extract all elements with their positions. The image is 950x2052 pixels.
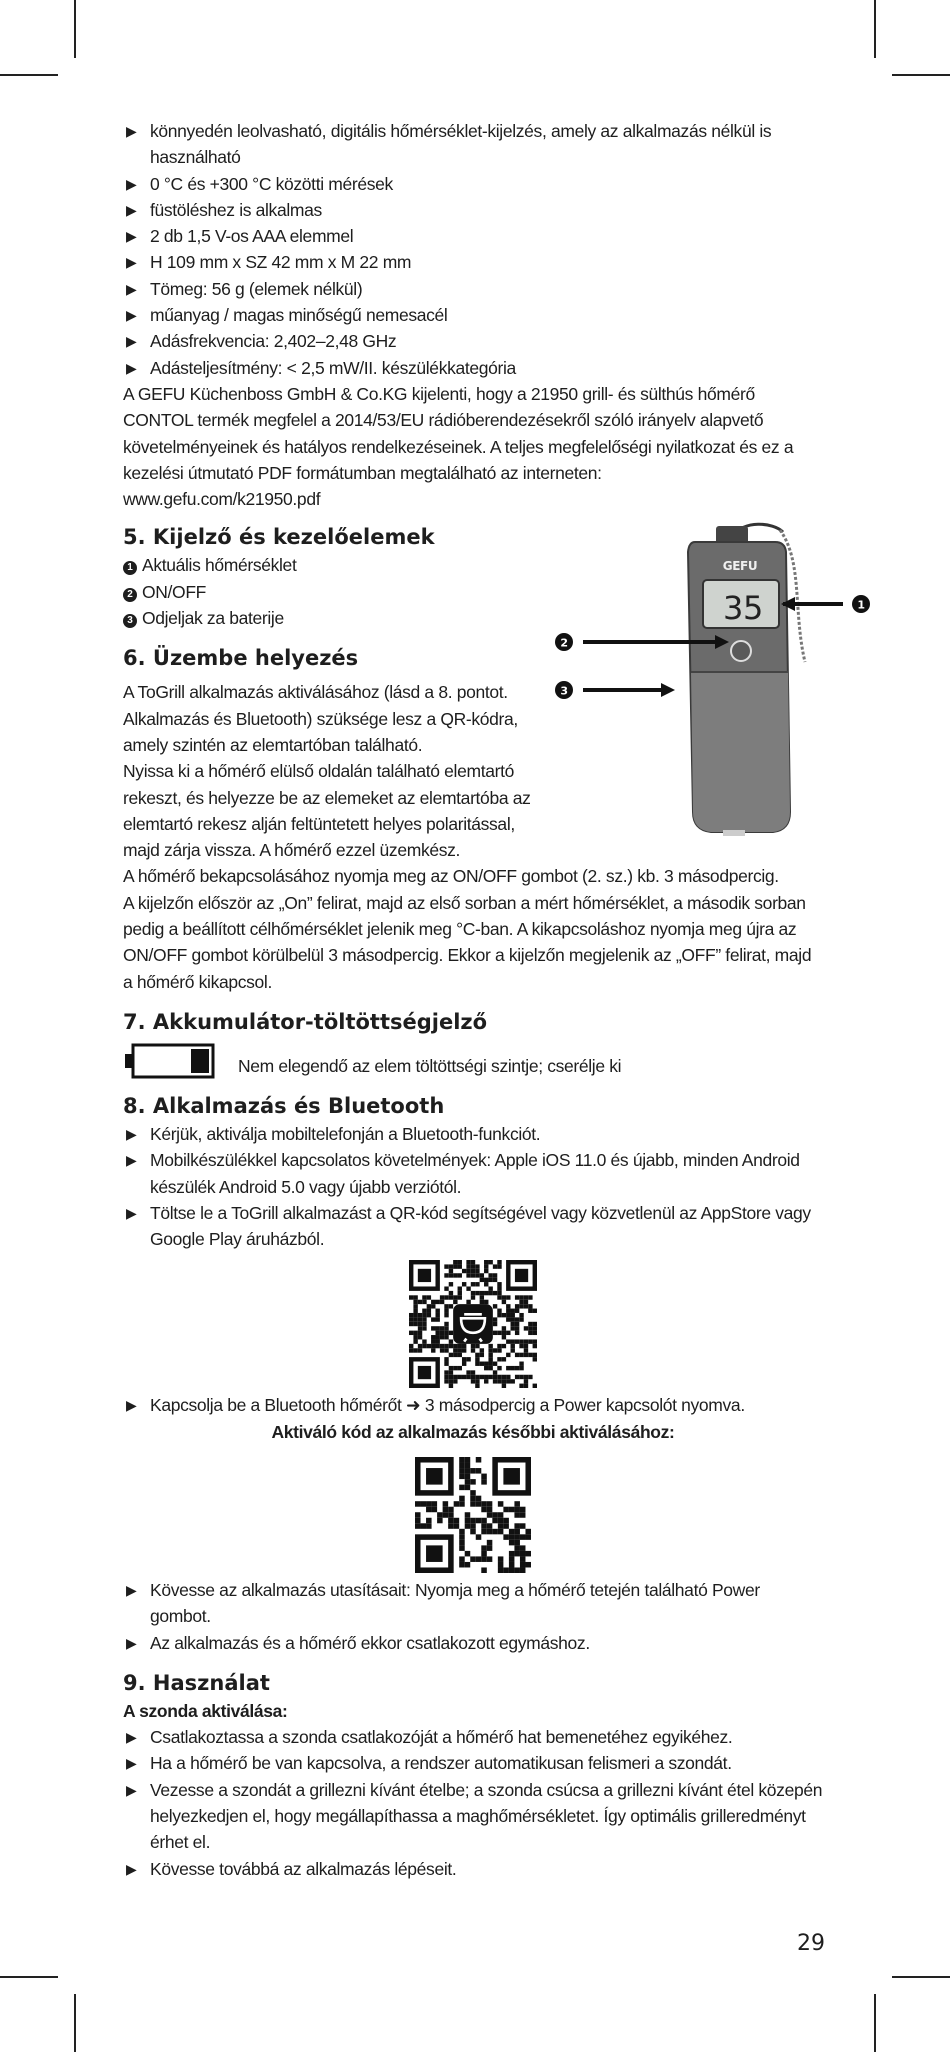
page-number: 29 xyxy=(797,1931,825,1956)
grill-icon xyxy=(453,1305,493,1345)
control-item: 1 Aktuális hőmérséklet xyxy=(123,552,823,578)
usage-step: ▶ Ha a hőmérő be van kapcsolva, a rendszer automatikusan felismeri a szondát. xyxy=(123,1750,823,1776)
feature-item: ▶ könnyedén leolvasható, digitális hőmérséklet-kijelzés, amely az alkalmazás nélkül is használható xyxy=(123,118,823,171)
usage-step: ▶ Vezesse a szondát a grillezni kívánt ételbe; a szonda csúcsa a grillezni kívánt étel közepén helyezkedjen el, hogy megállapíthassa a maghőmérsékletet. Így optimális grilleredményt érhet el. xyxy=(123,1777,823,1856)
page-content xyxy=(123,118,865,1882)
bluetooth-step: ▶ Az alkalmazás és a hőmérő ekkor csatlakozott egymáshoz. xyxy=(123,1630,823,1656)
setup-paragraph: A ToGrill alkalmazás aktiválásához (lásd a 8. pontot. Alkalmazás és Bluetooth) szüksége lesz a QR-kódra, amely szintén az elemtartóban található. Nyissa ki a hőmérő elülső oldalán található elemtartó rekeszt, és helyezze be az elemeket az elemtartóba az elemtartó rekesz alján feltüntetett helyes polaritással, majd zárja vissza. A hőmérő ezzel üzemkész. xyxy=(123,682,531,861)
power-on-text: A hőmérő bekapcsolásához nyomja meg az ON/OFF gombot (2. sz.) kb. 3 másodpercig. xyxy=(123,866,779,887)
declaration-text: A GEFU Küchenboss GmbH & Co.KG kijelenti, hogy a 21950 grill- és sülthús hőmérő CONTOL termék megfelel a 2014/53/EU rádióberendezésekről szóló irányelv alapvető követelményeinek és hatályos rendelkezéseinek. A teljes megfelelőségi nyilatkozat és ez a kezelési útmutató PDF formátumban megtalálható az interneten: xyxy=(123,383,794,483)
section-9-title: 9. Használat xyxy=(123,1670,270,1695)
crop-mark xyxy=(892,74,950,76)
on-off-button xyxy=(731,641,751,661)
control-item: 3 Odjeljak za baterije xyxy=(123,605,823,631)
svg-text:1: 1 xyxy=(857,598,865,612)
bluetooth-step: ▶ Mobilkészülékkel kapcsolatos követelmények: Apple iOS 11.0 és újabb, minden Android készülék Android 5.0 vagy újabb verziótól. xyxy=(123,1147,823,1200)
feature-list xyxy=(123,118,823,381)
bluetooth-step: ▶ Kérjük, aktiválja mobiltelefonján a Bluetooth-funkciót. xyxy=(123,1121,823,1147)
usage-step: ▶ Kövesse továbbá az alkalmazás lépéseit. xyxy=(123,1856,823,1882)
section-8-title: 8. Alkalmazás és Bluetooth xyxy=(123,1093,445,1118)
section-6-title: 6. Üzembe helyezés xyxy=(123,646,359,671)
feature-item: ▶ 2 db 1,5 V-os AAA elemmel xyxy=(123,223,823,249)
crop-mark xyxy=(0,74,58,76)
crop-mark xyxy=(892,1976,950,1978)
feature-item: ▶ 0 °C és +300 °C közötti mérések xyxy=(123,171,823,197)
svg-text:2: 2 xyxy=(560,636,568,650)
section-5-title: 5. Kijelző és kezelőelemek xyxy=(123,525,435,550)
crop-mark xyxy=(874,0,876,58)
crop-mark xyxy=(74,0,76,58)
crop-mark xyxy=(874,1994,876,2052)
feature-item: ▶ füstöléshez is alkalmas xyxy=(123,197,823,223)
arrow-right-icon: ➜ xyxy=(406,1395,421,1416)
brand-logo: GEFU xyxy=(722,559,758,574)
section-7-title: 7. Akkumulátor-töltöttségjelző xyxy=(123,1009,488,1034)
svg-text:3: 3 xyxy=(560,684,568,698)
bluetooth-step: ▶ Kövesse az alkalmazás utasításait: Nyomja meg a hőmérő tetején található Power gombot. xyxy=(123,1577,823,1630)
feature-item: ▶ H 109 mm x SZ 42 mm x M 22 mm xyxy=(123,249,823,275)
declaration-url: www.gefu.com/k21950.pdf xyxy=(123,489,321,510)
bluetooth-connect-step: ▶ Kapcsolja be a Bluetooth hőmérőt ➜ 3 másodpercig a Power kapcsolót nyomva. xyxy=(123,1392,823,1418)
app-download-qr-code xyxy=(409,1260,537,1388)
activation-code-heading: Aktiváló kód az alkalmazás későbbi aktiválásához: xyxy=(271,1421,675,1442)
display-text: A kijelzőn először az „On” felirat, majd az első sorban a mért hőmérséklet, a második sorban pedig a beállított célhőmérséklet jelenik meg °C-ban. A kikapcsoláshoz nyomja meg újra az ON/OFF gombot körülbelül 3 másodpercig. Ekkor a kijelzőn megjelenik az „OFF” felirat, majd a hőmérő kikapcsol. xyxy=(123,892,812,992)
activation-qr-code xyxy=(415,1457,531,1573)
app-qr-wrap xyxy=(123,1252,823,1392)
device-illustration xyxy=(543,522,950,842)
probe-activation-subtitle: A szonda aktiválása: xyxy=(123,1700,288,1721)
lcd-reading: 35 xyxy=(722,589,764,628)
control-item: 2 ON/OFF xyxy=(123,579,823,605)
battery-indicator-row xyxy=(123,1041,823,1085)
usage-step: ▶ Csatlakoztassa a szonda csatlakozóját a hőmérő hat bemenetéhez egyikéhez. xyxy=(123,1724,823,1750)
section-5-6 xyxy=(123,522,865,863)
feature-item: ▶ Tömeg: 56 g (elemek nélkül) xyxy=(123,276,823,302)
crop-mark xyxy=(0,1976,58,1978)
activation-qr-wrap xyxy=(123,1445,823,1577)
bluetooth-step: ▶ Töltse le a ToGrill alkalmazást a QR-kód segítségével vagy közvetlenül az AppStore vagy Google Play áruházból. xyxy=(123,1200,823,1253)
feature-item: ▶ Adásteljesítmény: < 2,5 mW/II. készülékkategória xyxy=(123,355,823,381)
battery-warning: Nem elegendő az elem töltöttségi szintje; cserélje ki xyxy=(238,1055,622,1076)
crop-mark xyxy=(74,1994,76,2052)
battery-compartment xyxy=(691,672,790,832)
feature-item: ▶ Adásfrekvencia: 2,402–2,48 GHz xyxy=(123,328,823,354)
low-battery-icon xyxy=(123,1041,223,1081)
feature-item: ▶ műanyag / magas minőségű nemesacél xyxy=(123,302,823,328)
